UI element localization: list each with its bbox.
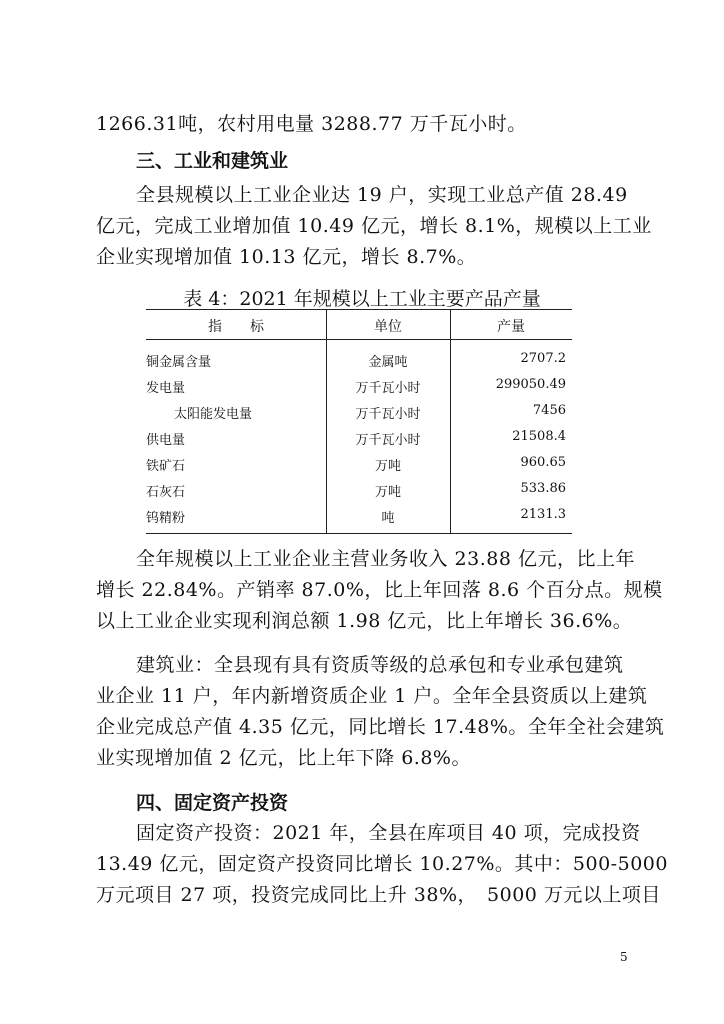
row-value: 21508.4 [512,429,566,444]
text-line: 以上工业企业实现利润总额 1.98 亿元，比上年增长 36.6%。 [96,610,633,632]
text-line: 万元项目 27 项，投资完成同比上升 38%， 5000 万元以上项目 [96,884,661,906]
text-line: 固定资产投资：2021 年，全县在库项目 40 项，完成投资 [136,822,641,844]
text-line: 亿元，完成工业增加值 10.49 亿元，增长 8.1%，规模以上工业 [96,215,652,237]
table-row [146,351,572,377]
row-unit: 万千瓦小时 [355,407,421,422]
section-heading-investment: 四、固定资产投资 [136,792,289,814]
row-unit: 万千瓦小时 [355,381,421,396]
header-unit: 单位 [374,319,402,335]
text-line: 建筑业：全县现有具有资质等级的总承包和专业承包建筑 [136,654,624,676]
text-line: 1266.31吨，农村用电量 3288.77 万千瓦小时。 [96,113,527,135]
table-row [146,455,572,481]
page-number: 5 [620,950,628,964]
row-indicator: 铁矿石 [146,459,186,474]
row-value: 7456 [532,403,566,418]
row-unit: 万千瓦小时 [355,433,421,448]
text-line: 企业实现增加值 10.13 亿元，增长 8.7%。 [96,246,477,268]
text-line: 业实现增加值 2 亿元，比上年下降 6.8%。 [96,747,471,769]
table-title: 表 4：2021 年规模以上工业主要产品产量 [183,288,541,310]
row-unit: 金属吨 [368,355,408,370]
row-value: 2131.3 [520,507,566,522]
investment-paragraph [96,818,668,911]
table-rule-header [146,339,572,340]
header-indicator: 指 标 [208,319,264,335]
text-line: 全县规模以上工业企业达 19 户，实现工业总产值 28.49 [136,184,628,206]
row-unit: 吨 [381,511,395,526]
table-row [146,481,572,507]
row-indicator: 供电量 [146,433,186,448]
row-unit: 万吨 [374,485,401,500]
table-rule-top [146,309,572,310]
row-indicator: 铜金属含量 [146,355,212,370]
text-line: 增长 22.84%。产销率 87.0%，比上年回落 8.6 个百分点。规模 [96,579,663,601]
row-value: 960.65 [520,455,566,470]
table-rule-bottom [146,533,572,534]
revenue-paragraph [96,544,663,637]
text-line: 13.49 亿元，固定资产投资同比增长 10.27%。其中：500-5000 [96,853,668,875]
row-indicator: 发电量 [146,381,186,396]
row-indicator: 石灰石 [146,485,186,500]
row-indicator: 钨精粉 [146,511,186,526]
table-row [146,377,572,403]
row-unit: 万吨 [374,459,401,474]
header-output: 产量 [497,319,525,335]
table-row [146,507,572,533]
row-indicator: 太阳能发电量 [174,407,253,422]
table-row [146,403,572,429]
intro-paragraph [96,109,632,140]
product-output-table [146,309,572,534]
row-value: 2707.2 [520,351,566,366]
text-line: 业企业 11 户，年内新增资质企业 1 户。全年全县资质以上建筑 [96,685,648,707]
text-line: 企业完成总产值 4.35 亿元，同比增长 17.48%。全年全社会建筑 [96,716,665,738]
section-heading-industry: 三、工业和建筑业 [136,150,289,172]
industry-paragraph [96,180,652,273]
text-line: 全年规模以上工业企业主营业务收入 23.88 亿元，比上年 [136,548,635,570]
row-value: 533.86 [520,481,566,496]
row-value: 299050.49 [495,377,566,392]
construction-paragraph [96,650,665,774]
table-row [146,429,572,455]
